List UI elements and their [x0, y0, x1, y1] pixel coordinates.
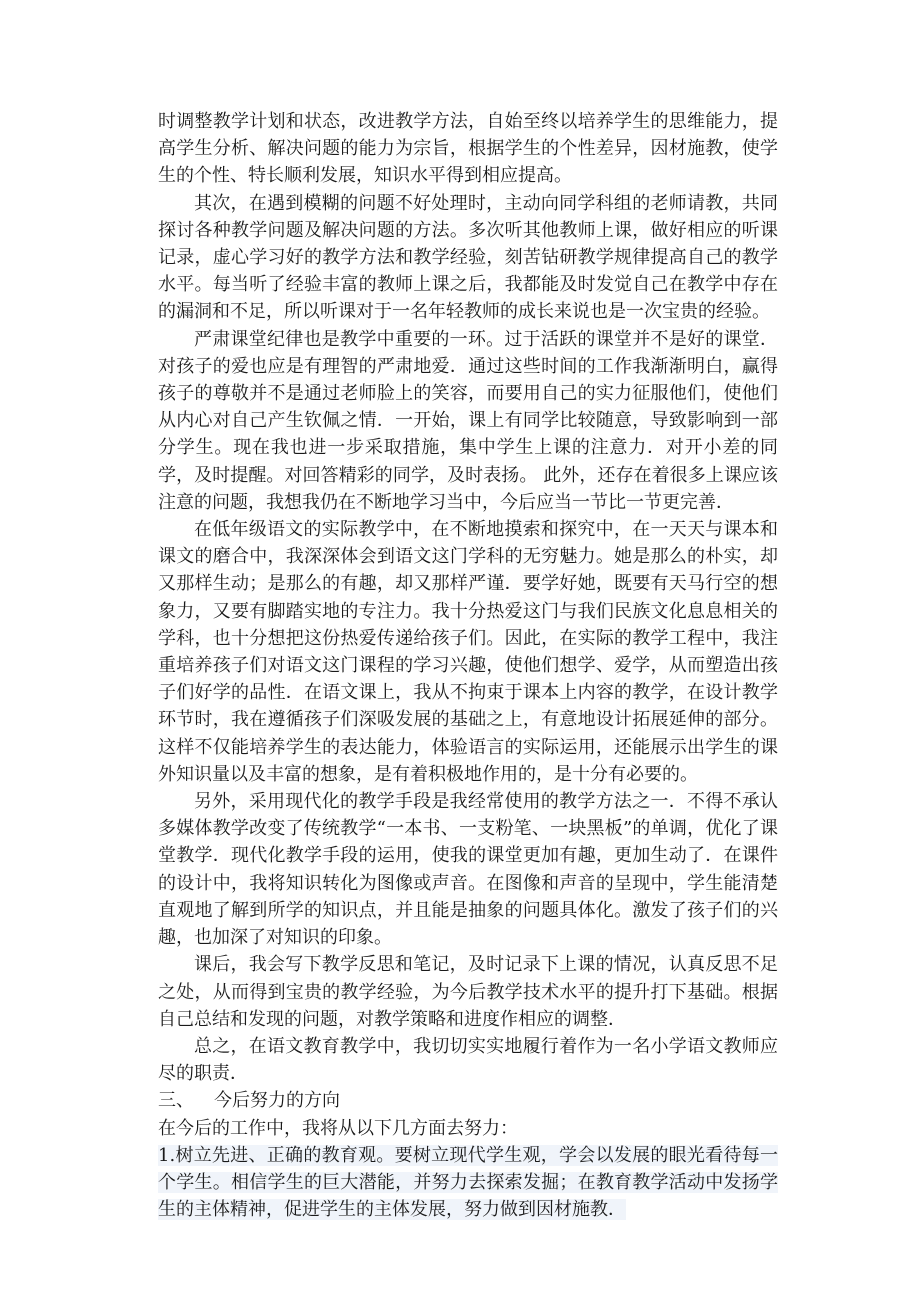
- list-item-1: [158, 1142, 778, 1224]
- intro-line: 在今后的工作中，我将从以下几方面去努力：: [158, 1117, 518, 1139]
- paragraph-1: 时调整教学计划和状态，改进教学方法，自始至终以培养学生的思维能力，提高学生分析、解决问题的能力为宗旨，根据学生的个性差异，因材施教，使学生的个性、特长顺利发展，知识水平得到相应提高。: [158, 111, 778, 187]
- paragraph-7: 总之，在语文教育教学中，我切切实实地履行着作为一名小学语文教师应尽的职责．: [158, 1035, 778, 1085]
- list-item-1-text: 1.树立先进、正确的教育观。要树立现代学生观，学会以发展的眼光看待每一个学生。相信学生的巨大潜能，并努力去探索发掘；在教育教学活动中发扬学生的主体精神，促进学生的主体发展，努力做到因材施教．: [158, 1144, 778, 1221]
- paragraph-3: 严肃课堂纪律也是教学中重要的一环。过于活跃的课堂并不是好的课堂．对孩子的爱也应是有理智的严肃地爱．通过这些时间的工作我渐渐明白，赢得孩子的尊敬并不是通过老师脸上的笑容，而要用自己的实力征服他们，使他们从内心对自己产生钦佩之情．一开始，课上有同学比较随意，导致影响到一部分学生。现在我也进一步采取措施，集中学生上课的注意力．对开小差的同学，及时提醒。对回答精彩的同学，及时表扬。 此外，还存在着很多上课应该注意的问题，我想我仍在不断地学习当中，今后应当一节比一节更完善．: [158, 328, 778, 513]
- paragraph-2: 其次，在遇到模糊的问题不好处理时，主动向同学科组的老师请教，共同探讨各种教学问题及解决问题的方法。多次听其他教师上课，做好相应的听课记录，虚心学习好的教学方法和教学经验，刻苦钻研教学规律提高自己的教学水平。每当听了经验丰富的教师上课之后，我都能及时发觉自己在教学中存在的漏洞和不足，所以听课对于一名年轻教师的成长来说也是一次宝贵的经验。: [158, 192, 778, 323]
- section-number: 三、: [158, 1090, 194, 1112]
- paragraph-4: 在低年级语文的实际教学中，在不断地摸索和探究中，在一天天与课本和课文的磨合中，我深深体会到语文这门学科的无穷魅力。她是那么的朴实，却又那样生动；是那么的有趣，却又那样严谨．要学好她，既要有天马行空的想象力，又要有脚踏实地的专注力。我十分热爱这门与我们民族文化息息相关的学科，也十分想把这份热爱传递给孩子们。因此，在实际的教学工程中，我注重培养孩子们对语文这门课程的学习兴趣，使他们想学、爱学，从而塑造出孩子们好学的品性．在语文课上，我从不拘束于课本上内容的教学，在设计教学环节时，我在遵循孩子们深吸发展的基础之上，有意地设计拓展延伸的部分。这样不仅能培养学生的表达能力，体验语言的实际运用，还能展示出学生的课外知识量以及丰富的想象，是有着积极地作用的，是十分有必要的。: [158, 519, 778, 785]
- document-body: [158, 108, 778, 1223]
- paragraph-6: 课后，我会写下教学反思和笔记，及时记录下上课的情况，认真反思不足之处，从而得到宝贵的教学经验，为今后教学技术水平的提升打下基础。根据自己总结和发现的问题，对教学策略和进度作相应的调整．: [158, 954, 778, 1030]
- paragraph-5: 另外，采用现代化的教学手段是我经常使用的教学方法之一．不得不承认多媒体教学改变了传统教学“一本书、一支粉笔、一块黑板”的单调，优化了课堂教学．现代化教学手段的运用，使我的课堂更加有趣，更加生动了．在课件的设计中，我将知识转化为图像或声音。在图像和声音的呈现中，学生能清楚直观地了解到所学的知识点，并且能是抽象的问题具体化。激发了孩子们的兴趣，也加深了对知识的印象。: [158, 791, 778, 949]
- section-heading: [158, 1087, 778, 1114]
- section-title: 今后努力的方向: [214, 1090, 340, 1112]
